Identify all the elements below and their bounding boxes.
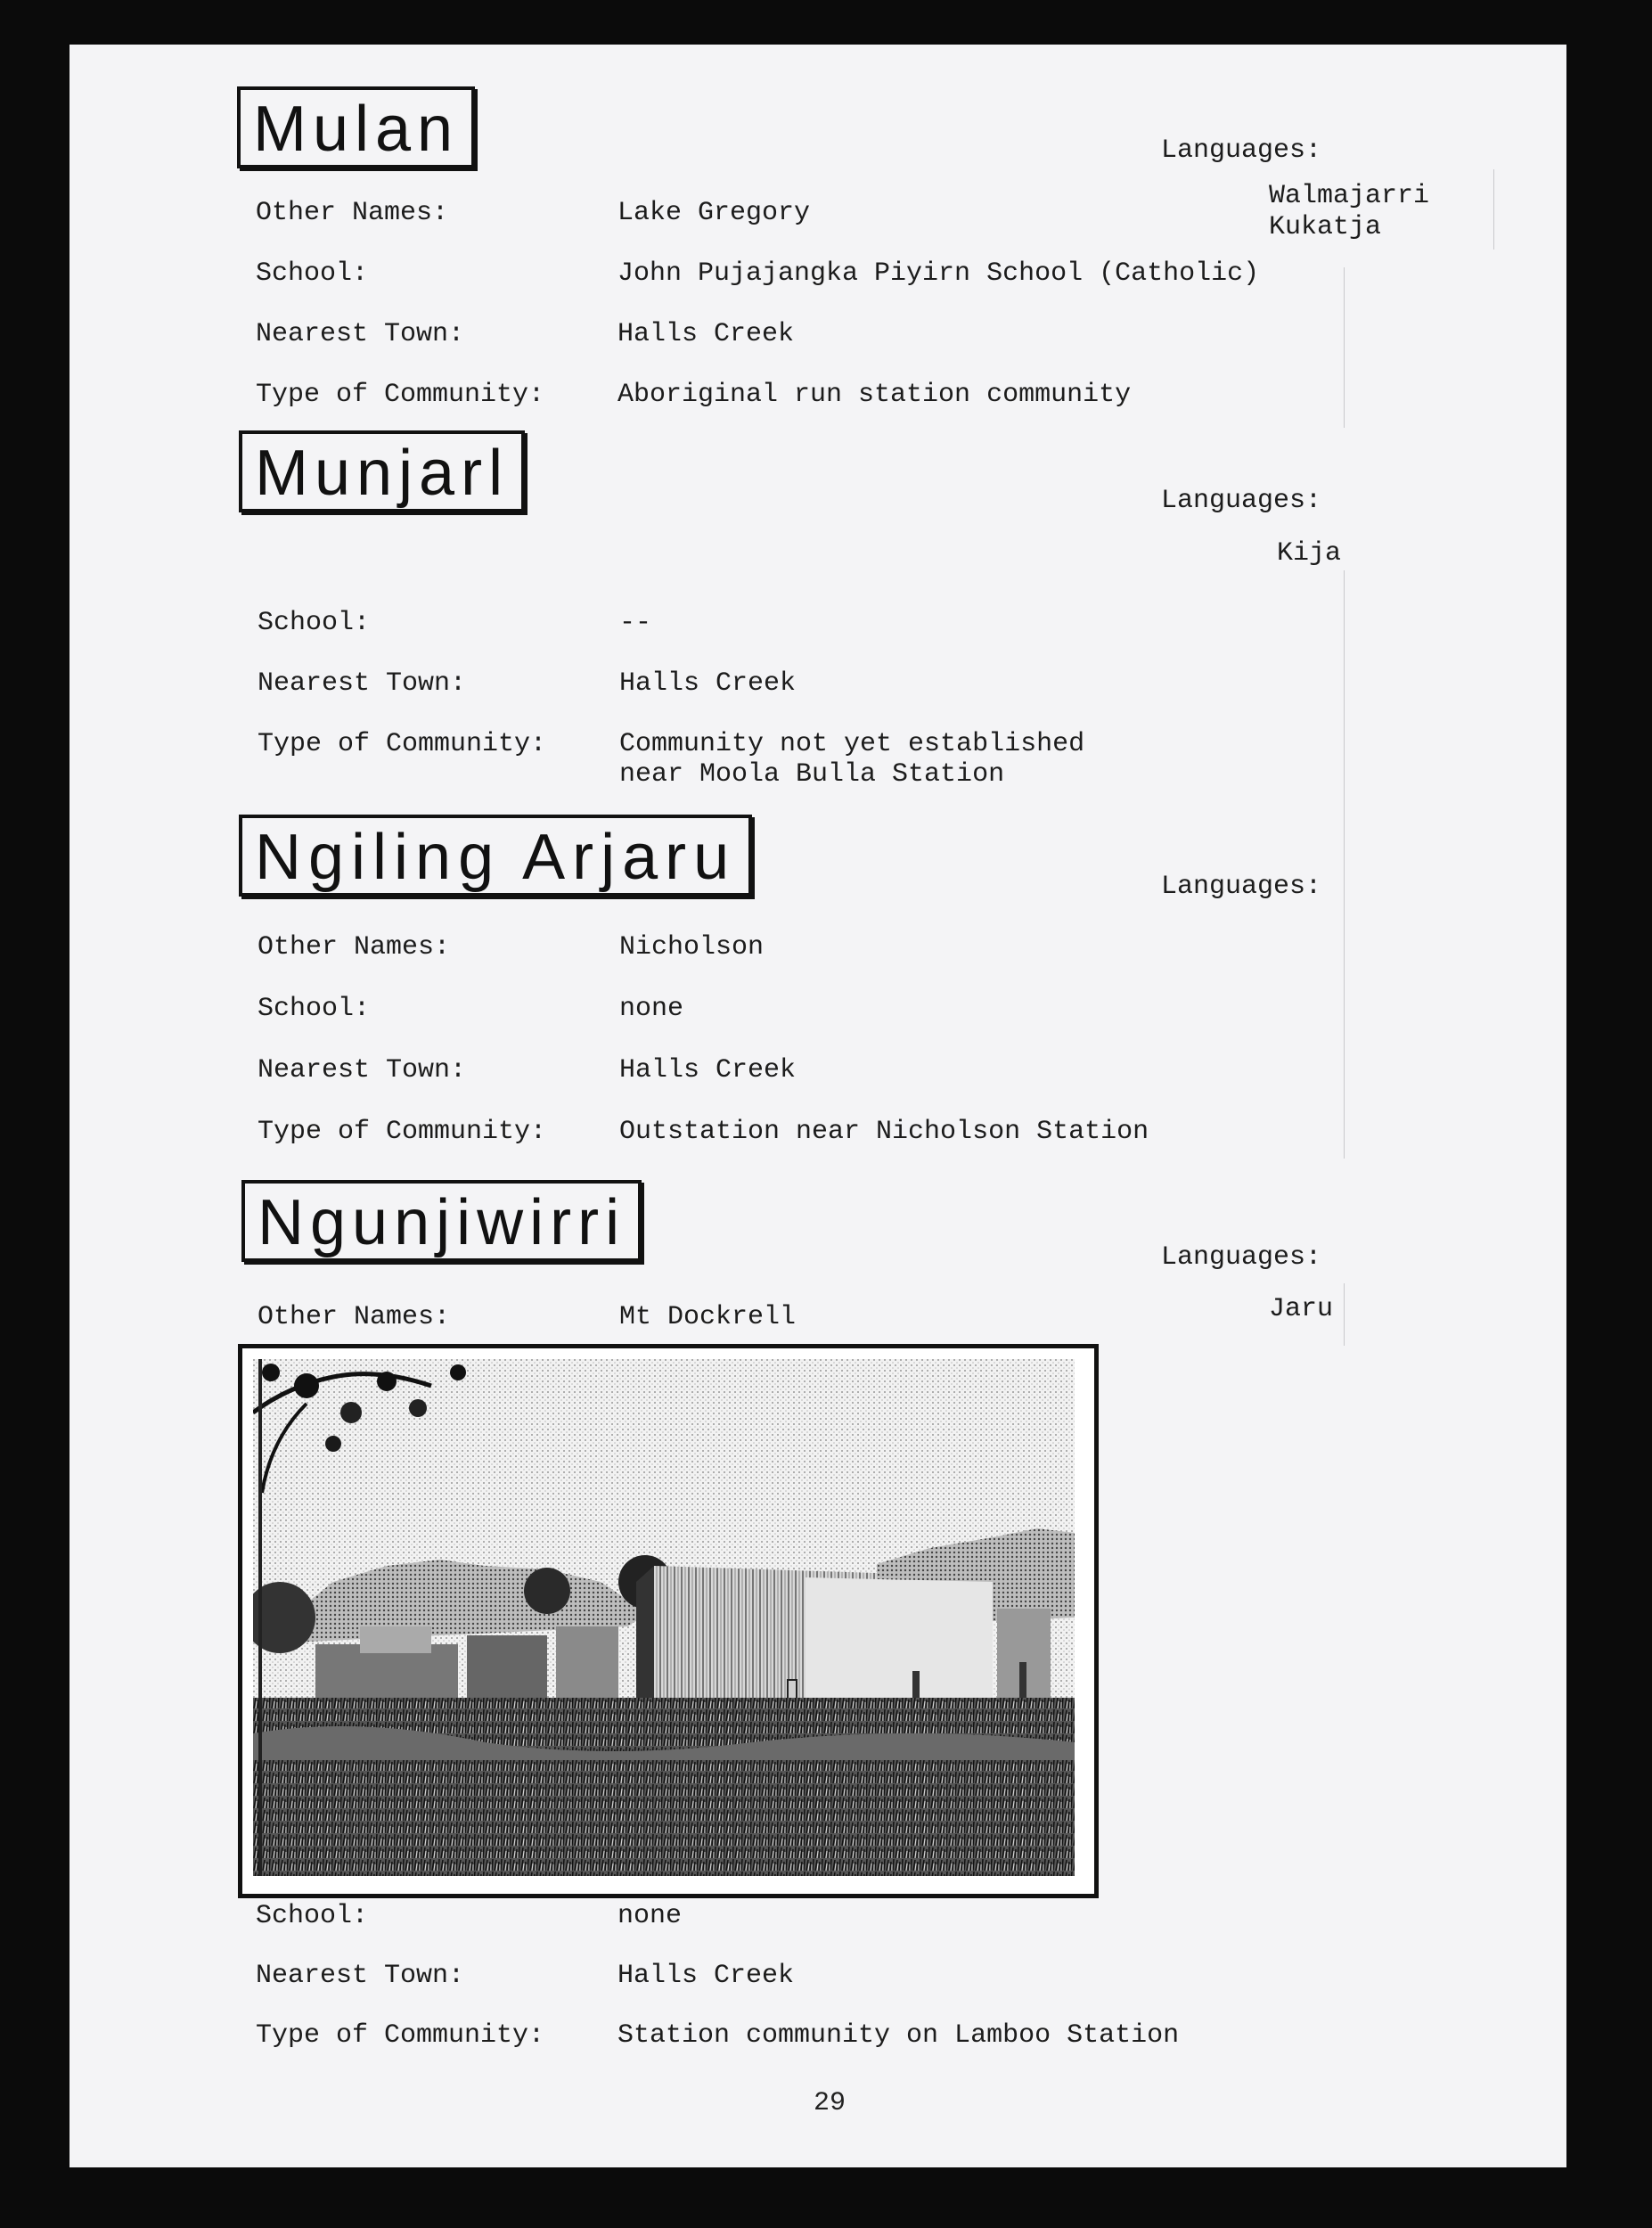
field-label-nearest-town: Nearest Town: [258, 1055, 467, 1085]
column-rule [1344, 267, 1345, 428]
field-value-nearest-town: Halls Creek [617, 319, 795, 349]
field-label-nearest-town: Nearest Town: [256, 1961, 465, 1991]
languages-label: Languages: [1161, 486, 1322, 516]
language-item: Kukatja [1269, 212, 1382, 242]
field-label-school: School: [256, 258, 369, 289]
field-label-nearest-town: Nearest Town: [258, 668, 467, 699]
section-title-mulan: Mulan [237, 86, 475, 168]
field-value-type-of-community: Outstation near Nicholson Station [619, 1117, 1149, 1147]
community-photo [238, 1344, 1099, 1898]
page-number: 29 [814, 2088, 846, 2118]
field-label-type-of-community: Type of Community: [258, 729, 547, 759]
field-label-type-of-community: Type of Community: [256, 380, 545, 410]
column-rule [1344, 1283, 1345, 1346]
field-value-school: John Pujajangka Piyirn School (Catholic) [617, 258, 1260, 289]
column-rule [1344, 570, 1345, 1159]
section-title-ngunjiwirri: Ngunjiwirri [241, 1180, 642, 1262]
field-label-other-names: Other Names: [258, 932, 451, 962]
field-value-type-of-community: Community not yet established [619, 729, 1085, 759]
field-label-other-names: Other Names: [256, 198, 449, 228]
field-value-type-of-community: Aboriginal run station community [617, 380, 1132, 410]
photo-illustration [253, 1359, 1075, 1876]
field-value-other-names: Nicholson [619, 932, 765, 962]
field-label-type-of-community: Type of Community: [256, 2020, 545, 2051]
section-title-munjarl: Munjarl [239, 430, 525, 512]
language-item: Walmajarri [1269, 181, 1430, 211]
languages-label: Languages: [1161, 1242, 1322, 1273]
field-value-other-names: Mt Dockrell [619, 1302, 797, 1332]
field-label-school: School: [256, 1901, 369, 1931]
field-label-type-of-community: Type of Community: [258, 1117, 547, 1147]
languages-label: Languages: [1161, 872, 1322, 902]
column-rule [1493, 169, 1494, 250]
field-value-nearest-town: Halls Creek [619, 668, 797, 699]
field-label-nearest-town: Nearest Town: [256, 319, 465, 349]
field-value-school: -- [619, 608, 652, 638]
field-label-school: School: [258, 608, 371, 638]
field-value-type-of-community-line2: near Moola Bulla Station [619, 759, 1005, 790]
field-label-school: School: [258, 994, 371, 1024]
field-label-other-names: Other Names: [258, 1302, 451, 1332]
field-value-type-of-community: Station community on Lamboo Station [617, 2020, 1180, 2051]
field-value-school: none [619, 994, 684, 1024]
languages-label: Languages: [1161, 135, 1322, 166]
language-item: Jaru [1269, 1294, 1334, 1324]
field-value-nearest-town: Halls Creek [619, 1055, 797, 1085]
field-value-nearest-town: Halls Creek [617, 1961, 795, 1991]
field-value-school: none [617, 1901, 683, 1931]
field-value-other-names: Lake Gregory [617, 198, 811, 228]
language-item: Kija [1277, 538, 1342, 569]
section-title-ngiling-arjaru: Ngiling Arjaru [239, 815, 752, 897]
